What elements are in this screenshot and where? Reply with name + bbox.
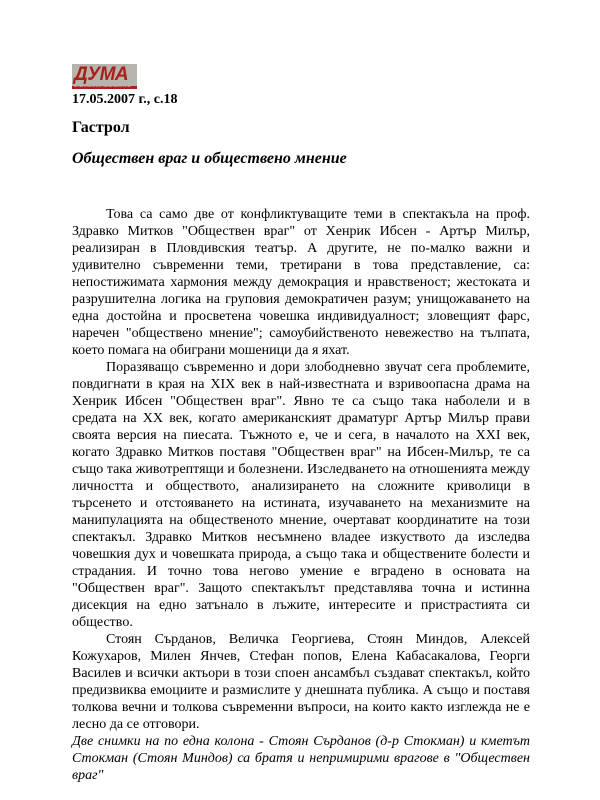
logo-tagline: ВЕСТНИК НА БЪЛГАРСКАТА СОЦИАЛИСТИЧЕСКА ПАРТИЯ	[74, 86, 131, 88]
photo-caption: Две снимки на по една колона - Стоян Сърданов (д-р Стокман) и кметът Стокман (Стоян Миндов) са братя и непримирими врагове в "Обществен враг"	[72, 734, 530, 783]
newspaper-logo	[72, 64, 137, 89]
article-headline: Обществен враг и обществено мнение	[72, 150, 347, 167]
paragraph: Това са само две от конфликтуващите теми в спектакъла на проф. Здравко Митков "Обществен враг" от Хенрик Ибсен - Артър Милър, реализиран в Пловдивския театър. А другите, не по-малко важни и удивително съвременни теми, третирани в това представление, са: непостижимата хармония между демокрация и нравственост; жестоката и разрушителна логика на груповия демократичен разум; унищожаването на една достойна и просветена човешка индивидуалност; зловещият фарс, наречен "обществено мнение"; самоубийственото невежество на тълпата, което помага на обиграни мошеници да я яхат.	[72, 207, 530, 358]
article-body	[72, 206, 530, 784]
paragraph: Поразяващо съвременно и дори злободневно звучат сега проблемите, повдигнати в края на XIX век в най-известната и взривоопасна драма на Хенрик Ибсен "Обществен враг". Явно те са също така наболели и в средата на XX век, когато американският драматург Артър Милър прави своята версия на пиесата. Тъжното е, че и сега, в началото на XXI век, когато Здравко Митков поставя "Обществен враг" на Ибсен-Милър, те са също така животрептящи и болезнени. Изследването на отношенията между личността и обществото, анализирането на сложните криволици в търсенето и отстояването на истината, изучаването на механизмите на манипулацията на общественото мнение, очертават координатите на този спектакъл. Здравко Митков несъмнено владее изкуството да изследва човешкия дух и човешката природа, а също така и обществените болести и страдания. И точно това негово умение е вградено в основата на "Обществен враг". Защото спектакълът представлява точна и истинна дисекция на едно затънало в лъжите, интересите и пристрастията си общество.	[72, 360, 530, 630]
section-rubric: Гастрол	[72, 119, 130, 136]
publication-date: 17.05.2007 г., с.18	[72, 92, 178, 107]
paragraph: Стоян Сърданов, Величка Георгиева, Стоян Миндов, Алексей Кожухаров, Милен Янчев, Стефан попов, Елена Кабасакалова, Георги Василев и всички актьори в този споен ансамбъл създават спектакъл, който предизвиква емоциите и размислите у днешната публика. А също и поставя толкова вечни и толкова съвременни въпроси, на които както изглежда не е лесно да се отговори.	[72, 632, 530, 732]
logo-text: ДУМА	[74, 64, 129, 85]
